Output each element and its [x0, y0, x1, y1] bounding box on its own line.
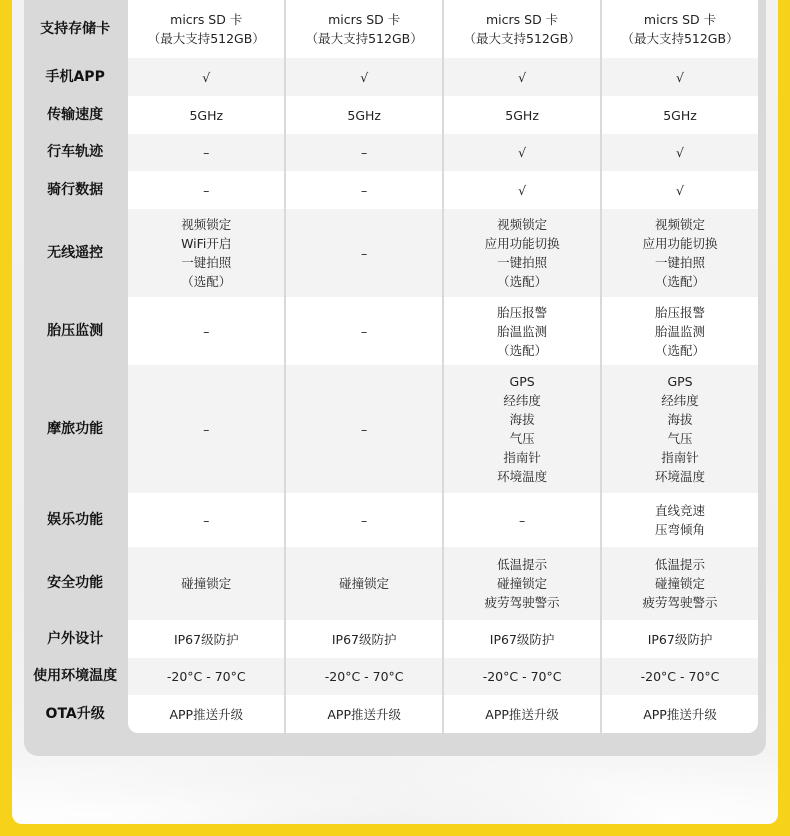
table-cell: 视频锁定 应用功能切换 一键拍照 （选配） — [602, 209, 758, 297]
row-label: 使用环境温度 — [24, 658, 126, 695]
table-cell: √ — [602, 171, 758, 209]
table-cell: – — [286, 209, 442, 297]
table-row — [24, 658, 758, 695]
table-row — [24, 297, 758, 365]
table-cell: 碰撞锁定 — [286, 547, 442, 620]
row-label: 手机APP — [24, 58, 126, 96]
table-cell: APP推送升级 — [286, 695, 442, 733]
row-label: 无线遥控 — [24, 209, 126, 297]
table-cell: – — [128, 134, 284, 171]
table-cell: micrs SD 卡 （最大支持512GB） — [286, 0, 442, 58]
row-label: 安全功能 — [24, 547, 126, 620]
table-cell: GPS 经纬度 海拔 气压 指南针 环境温度 — [444, 365, 600, 493]
row-label: 骑行数据 — [24, 171, 126, 209]
table-cell: 低温提示 碰撞锁定 疲劳驾驶警示 — [602, 547, 758, 620]
table-cell: -20°C - 70°C — [444, 658, 600, 695]
table-cell: – — [286, 171, 442, 209]
table-cell: 5GHz — [286, 96, 442, 134]
table-row — [24, 209, 758, 297]
table-cell: √ — [444, 58, 600, 96]
table-cell: APP推送升级 — [128, 695, 284, 733]
table-row — [24, 547, 758, 620]
table-cell: -20°C - 70°C — [602, 658, 758, 695]
table-cell: – — [286, 365, 442, 493]
table-cell: 视频锁定 WiFi开启 一键拍照 （选配） — [128, 209, 284, 297]
row-label: 户外设计 — [24, 620, 126, 658]
table-cell: IP67级防护 — [602, 620, 758, 658]
table-row — [24, 96, 758, 134]
row-label: 行车轨迹 — [24, 134, 126, 171]
table-cell: 视频锁定 应用功能切换 一键拍照 （选配） — [444, 209, 600, 297]
table-cell: – — [128, 171, 284, 209]
table-cell: IP67级防护 — [286, 620, 442, 658]
row-label: 传输速度 — [24, 96, 126, 134]
table-cell: 5GHz — [444, 96, 600, 134]
table-cell: 胎压报警 胎温监测 （选配） — [444, 297, 600, 365]
table-cell: – — [128, 493, 284, 547]
table-row — [24, 365, 758, 493]
table-cell: – — [286, 493, 442, 547]
table-cell: micrs SD 卡 （最大支持512GB） — [444, 0, 600, 58]
table-row — [24, 0, 758, 58]
table-cell: micrs SD 卡 （最大支持512GB） — [128, 0, 284, 58]
table-cell: √ — [444, 134, 600, 171]
table-cell: √ — [602, 134, 758, 171]
table-row — [24, 620, 758, 658]
row-label: 支持存储卡 — [24, 0, 126, 58]
row-label: 娱乐功能 — [24, 493, 126, 547]
table-cell: √ — [444, 171, 600, 209]
table-row — [24, 171, 758, 209]
row-label: OTA升级 — [24, 695, 126, 733]
table-row — [24, 134, 758, 171]
table-cell: APP推送升级 — [444, 695, 600, 733]
table-cell: 胎压报警 胎温监测 （选配） — [602, 297, 758, 365]
table-cell: 5GHz — [128, 96, 284, 134]
table-cell: APP推送升级 — [602, 695, 758, 733]
table-cell: IP67级防护 — [128, 620, 284, 658]
table-row — [24, 58, 758, 96]
table-cell: -20°C - 70°C — [286, 658, 442, 695]
table-cell: 直线竞速 压弯倾角 — [602, 493, 758, 547]
table-cell: √ — [128, 58, 284, 96]
table-cell: IP67级防护 — [444, 620, 600, 658]
table-cell: – — [444, 493, 600, 547]
table-cell: √ — [286, 58, 442, 96]
table-cell: 碰撞锁定 — [128, 547, 284, 620]
row-label: 胎压监测 — [24, 297, 126, 365]
table-cell: 低温提示 碰撞锁定 疲劳驾驶警示 — [444, 547, 600, 620]
table-cell: 5GHz — [602, 96, 758, 134]
row-label: 摩旅功能 — [24, 365, 126, 493]
table-cell: GPS 经纬度 海拔 气压 指南针 环境温度 — [602, 365, 758, 493]
table-cell: √ — [602, 58, 758, 96]
spec-comparison-table — [24, 0, 758, 733]
table-cell: – — [128, 365, 284, 493]
table-row — [24, 695, 758, 733]
table-row — [24, 493, 758, 547]
table-cell: micrs SD 卡 （最大支持512GB） — [602, 0, 758, 58]
table-cell: -20°C - 70°C — [128, 658, 284, 695]
table-cell: – — [286, 134, 442, 171]
table-cell: – — [286, 297, 442, 365]
table-cell: – — [128, 297, 284, 365]
